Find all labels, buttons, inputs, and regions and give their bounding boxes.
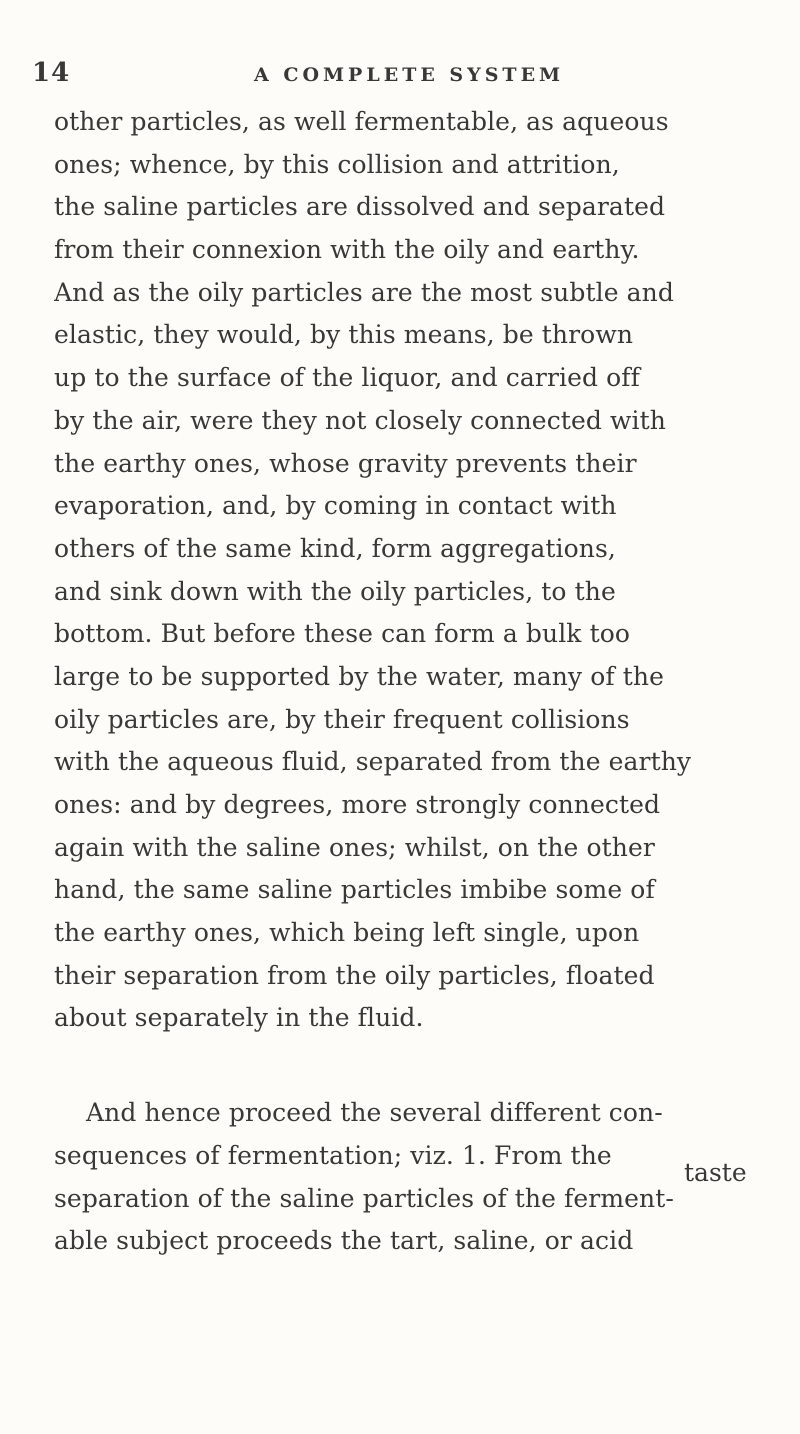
text-line: with the aqueous fluid, separated from the earthy [54,747,692,777]
paragraph-2 [54,1092,744,1263]
text-line: And hence proceed the several different con- [86,1098,663,1128]
text-line: ones; whence, by this collision and attrition, [54,149,620,179]
text-line: separation of the saline particles of the ferment- [54,1183,674,1213]
text-line: sequences of fermentation; viz. 1. From the [54,1140,612,1170]
text-line: evaporation, and, by coming in contact with [54,491,617,521]
text-line: the earthy ones, which being left single, upon [54,918,640,948]
text-line: others of the same kind, form aggregations, [54,533,616,563]
text-line: ones: and by degrees, more strongly connected [54,790,661,819]
page-number: 14 [32,58,71,88]
text-line: by the air, were they not closely connected with [54,405,666,435]
text-line: again with the saline ones; whilst, on the other [54,832,655,862]
text-line: from their connexion with the oily and earthy. [54,235,640,265]
catchword: taste [684,1158,747,1187]
paragraph-1 [54,101,744,1040]
text-line: up to the surface of the liquor, and carried off [54,363,641,393]
text-line: bottom. But before these can form a bulk too [54,619,631,649]
running-head [32,58,772,98]
text-line: oily particles are, by their frequent collisions [54,704,630,734]
text-line: able subject proceeds the tart, saline, or acid [54,1226,634,1256]
paragraph-spacer [54,1040,744,1092]
text-line: hand, the same saline particles imbibe some of [54,875,655,905]
text-line: And as the oily particles are the most subtle and [54,277,674,307]
text-line: the saline particles are dissolved and separated [54,192,666,222]
text-line: other particles, as well fermentable, as aqueous [54,107,669,136]
text-line: their separation from the oily particles, floated [54,960,655,990]
body-text [54,101,744,1263]
text-line: and sink down with the oily particles, to the [54,576,616,606]
text-line: elastic, they would, by this means, be thrown [54,320,634,350]
text-line: large to be supported by the water, many of the [54,661,664,691]
text-line: the earthy ones, whose gravity prevents their [54,448,637,478]
running-title: A COMPLETE SYSTEM [254,64,565,86]
text-line: about separately in the fluid. [54,1003,424,1033]
